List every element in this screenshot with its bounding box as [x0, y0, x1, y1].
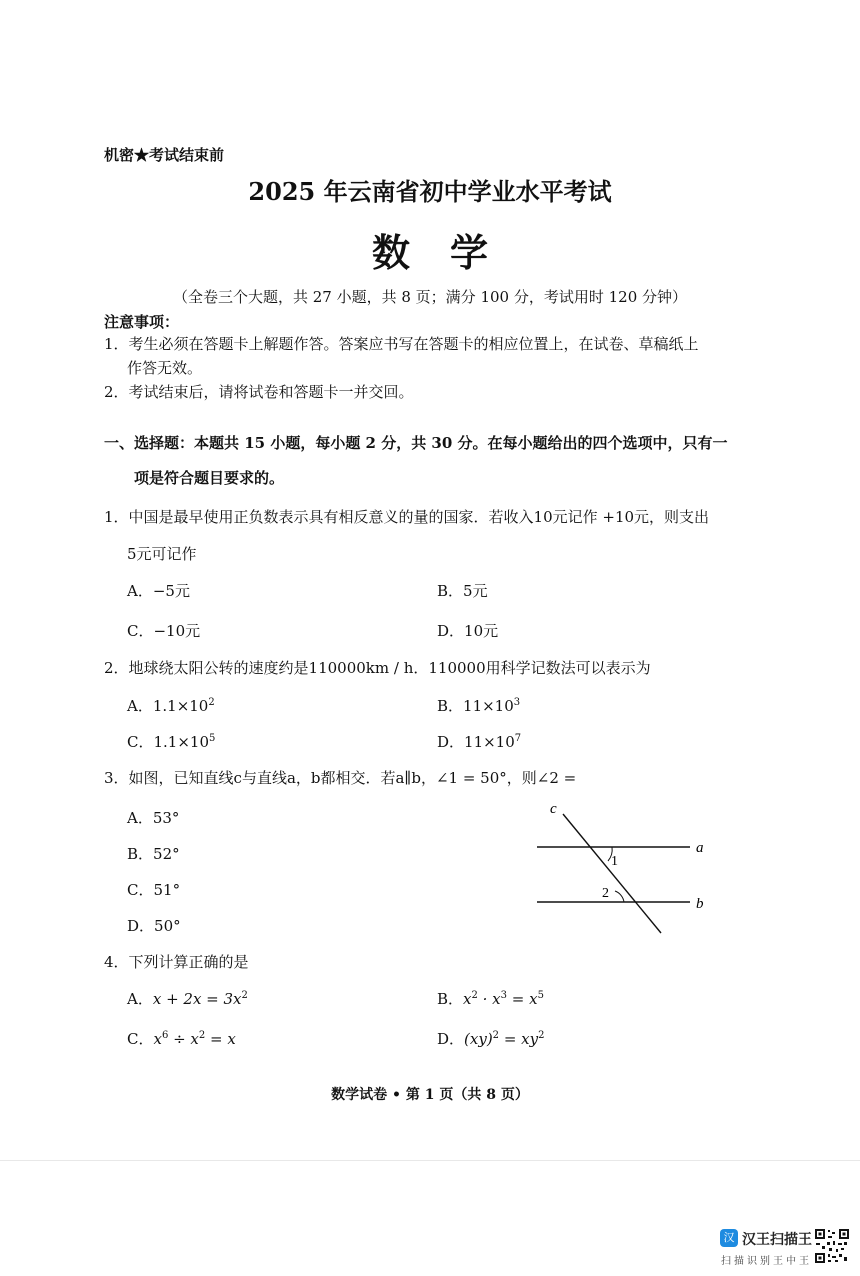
question-2-option-b: B．$11\times 10^3$ [437, 697, 521, 715]
angle-2-label: 2 [602, 886, 609, 901]
page-footer: 数学试卷 • 第 1 页（共 8 页） [331, 1087, 529, 1103]
watermark-tagline: 扫描识别王中王 [721, 1256, 812, 1267]
question-2-option-a: A．$1.1\times 10^2$ [127, 697, 215, 715]
question-4-stem: 4．下列计算正确的是 [104, 953, 249, 971]
notice-item-1: 1．考生必须在答题卡上解题作答。答案应书写在答题卡的相应位置上，在试卷、草稿纸上 [104, 335, 699, 353]
question-3-option-b: B．52° [127, 845, 180, 863]
question-1-option-a: A．−5元 [127, 582, 190, 600]
exam-info: （全卷三个大题，共 27 小题，共 8 页；满分 100 分，考试用时 120 分钟） [172, 288, 688, 306]
question-1-stem-cont: 5元可记作 [127, 545, 197, 563]
question-1-option-c: C．−10元 [127, 622, 201, 640]
qr-code-icon [814, 1228, 850, 1264]
question-1-option-d: D．10元 [437, 622, 499, 640]
parallel-lines-figure [530, 798, 720, 940]
label-c: c [550, 801, 557, 817]
angle-1-label: 1 [611, 854, 618, 869]
notice-title: 注意事项： [104, 313, 180, 331]
label-b: b [696, 896, 704, 912]
secret-label: 机密★考试结束前 [104, 146, 225, 164]
question-3-stem: 3．如图，已知直线c与直线a，b都相交．若a∥b，∠1 = 50°，则∠2 = [104, 769, 577, 787]
question-1-stem: 1．中国是最早使用正负数表示具有相反意义的量的国家．若收入10元记作 +10元，则支出 [104, 508, 710, 526]
question-2-stem: 2．地球绕太阳公转的速度约是110000km / h．110000用科学记数法可以表示为 [104, 659, 651, 677]
question-2-option-d: D．$11\times 10^7$ [437, 733, 522, 751]
question-3-option-c: C．51° [127, 881, 181, 899]
line-c [563, 814, 661, 933]
question-2-option-c: C．$1.1\times 10^5$ [127, 733, 216, 751]
notice-item-1-cont: 作答无效。 [127, 359, 203, 377]
question-4-option-b: B．$x^2 \cdot x^3 = x^5$ [437, 990, 544, 1008]
question-3-option-a: A．53° [127, 809, 180, 827]
angle-2-arc [615, 891, 624, 902]
question-4-option-c: C．$x^6 \div x^2 = x$ [127, 1030, 236, 1048]
watermark-brand: 汉王扫描王 [742, 1232, 812, 1248]
question-4-option-d: D．$(xy)^2 = xy^2$ [437, 1030, 545, 1048]
question-4-option-a: A．$x + 2x = 3x^2$ [127, 990, 248, 1008]
notice-item-2: 2．考试结束后，请将试卷和答题卡一并交回。 [104, 383, 414, 401]
section-1-heading-cont: 项是符合题目要求的。 [134, 469, 285, 487]
subject-title: 数学 [371, 230, 528, 275]
label-a: a [696, 840, 704, 856]
scan-divider [0, 1160, 860, 1161]
exam-title: 2025 年云南省初中学业水平考试 [248, 177, 612, 206]
hanwang-logo-icon: 汉 [720, 1229, 738, 1247]
question-3-option-d: D．50° [127, 917, 181, 935]
question-1-option-b: B．5元 [437, 582, 488, 600]
section-1-heading: 一、选择题：本题共 15 小题，每小题 2 分，共 30 分。在每小题给出的四个选项中，只有一 [104, 434, 728, 452]
